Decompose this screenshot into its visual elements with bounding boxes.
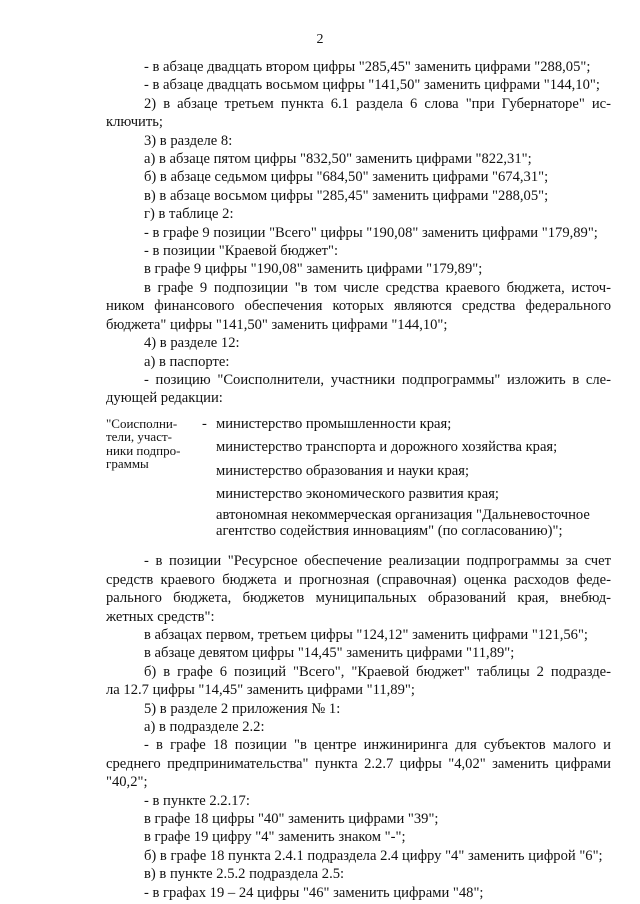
paragraph-line: в абзацах первом, третьем цифры "124,12" заменить цифрами "121,56";: [144, 626, 588, 643]
table-item: министерство транспорта и дорожного хозяйства края;: [216, 439, 558, 456]
page-number: 2: [316, 32, 324, 47]
paragraph-line: ла 12.7 цифры "14,45" заменить цифрами "11,89";: [106, 682, 415, 699]
paragraph-line: - в позиции "Ресурсное обеспечение реализации подпрограммы за счет: [144, 553, 611, 570]
paragraph-line: бюджета" цифры "141,50" заменить цифрами "144,10";: [106, 316, 448, 333]
paragraph-line: 2) в абзаце третьем пункта 6.1 раздела 6 слова "при Губернаторе" ис-: [144, 95, 611, 112]
paragraph-line: жетных средств":: [106, 608, 215, 625]
paragraph-line: ключить;: [106, 114, 163, 131]
paragraph-line: - в графе 18 позиции "в центре инжиниринга для субъектов малого и: [144, 737, 611, 754]
paragraph-line: дующей редакции:: [106, 390, 223, 407]
paragraph-line: - в позиции "Краевой бюджет":: [144, 243, 339, 260]
paragraph-line: в графе 19 цифру "4" заменить знаком "-";: [144, 829, 406, 846]
paragraph-line: а) в абзаце пятом цифры "832,50" заменить цифрами "822,31";: [144, 151, 532, 168]
paragraph-line: в графе 9 цифры "190,08" заменить цифрами "179,89";: [144, 261, 483, 278]
table-label: "Соисполни- тели, участ- ники подпро- граммы: [106, 415, 181, 472]
paragraph-line: а) в подразделе 2.2:: [144, 719, 265, 735]
paragraph-line: "40,2";: [106, 774, 148, 791]
paragraph-line: 4) в разделе 12:: [144, 335, 240, 352]
paragraph-line: б) в графе 6 позиций "Всего", "Краевой бюджет" таблицы 2 подразде-: [144, 663, 611, 680]
paragraph-line: 3) в разделе 8:: [144, 132, 233, 149]
paragraph-line: в) в пункте 2.5.2 подраздела 2.5:: [144, 866, 345, 883]
paragraph-line: в графе 18 цифры "40" заменить цифрами "39";: [144, 811, 439, 828]
paragraph-line: в графе 9 подпозиции "в том числе средства краевого бюджета, источ-: [144, 279, 611, 296]
paragraph-line: б) в графе 18 пункта 2.4.1 подраздела 2.4 цифру "4" заменить цифрой "6";: [144, 847, 603, 864]
paragraph-line: - позицию "Соисполнители, участники подпрограммы" изложить в сле-: [144, 371, 611, 388]
paragraph-line: а) в паспорте:: [144, 353, 230, 370]
paragraph-line: б) в абзаце седьмом цифры "684,50" заменить цифрами "674,31";: [144, 169, 549, 186]
co-executors-table: [106, 415, 611, 545]
paragraph-line: среднего предпринимательства" пункта 2.2.7 цифры "4,02" заменить цифрами: [106, 755, 611, 772]
paragraph-line: рального бюджета, бюджетов муниципальных образований края, внебюд-: [106, 590, 611, 607]
paragraph-line: - в пункте 2.2.17:: [144, 792, 250, 809]
table-item: министерство экономического развития края;: [216, 485, 499, 502]
table-item: министерство промышленности края;: [216, 415, 452, 432]
paragraph-line: ником финансового обеспечения которых являются средства федерального: [106, 298, 611, 315]
table-dash: -: [202, 415, 207, 432]
table-item: автономная некоммерческая организация "Дальневосточное агентство содействия инновациям" (по согласованию)";: [216, 507, 590, 539]
paragraph-line: - в графе 9 позиции "Всего" цифры "190,08" заменить цифрами "179,89";: [144, 224, 598, 241]
paragraph-line: - в абзаце двадцать восьмом цифры "141,50" заменить цифрами "144,10";: [144, 77, 600, 94]
table-item: министерство образования и науки края;: [216, 462, 469, 479]
paragraph-line: - в абзаце двадцать втором цифры "285,45" заменить цифрами "288,05";: [144, 59, 591, 75]
paragraph-line: 5) в разделе 2 приложения № 1:: [144, 700, 341, 717]
paragraph-line: средств краевого бюджета и прогнозная (справочная) оценка расходов феде-: [106, 571, 611, 588]
table-items: [216, 415, 611, 545]
paragraph-line: в) в абзаце восьмом цифры "285,45" заменить цифрами "288,05";: [144, 187, 549, 204]
paragraph-line: в абзаце девятом цифры "14,45" заменить цифрами "11,89";: [144, 645, 515, 662]
document-body: [106, 58, 611, 902]
paragraph-line: - в графах 19 – 24 цифры "46" заменить цифрами "48";: [144, 884, 484, 901]
paragraph-line: г) в таблице 2:: [144, 206, 234, 223]
